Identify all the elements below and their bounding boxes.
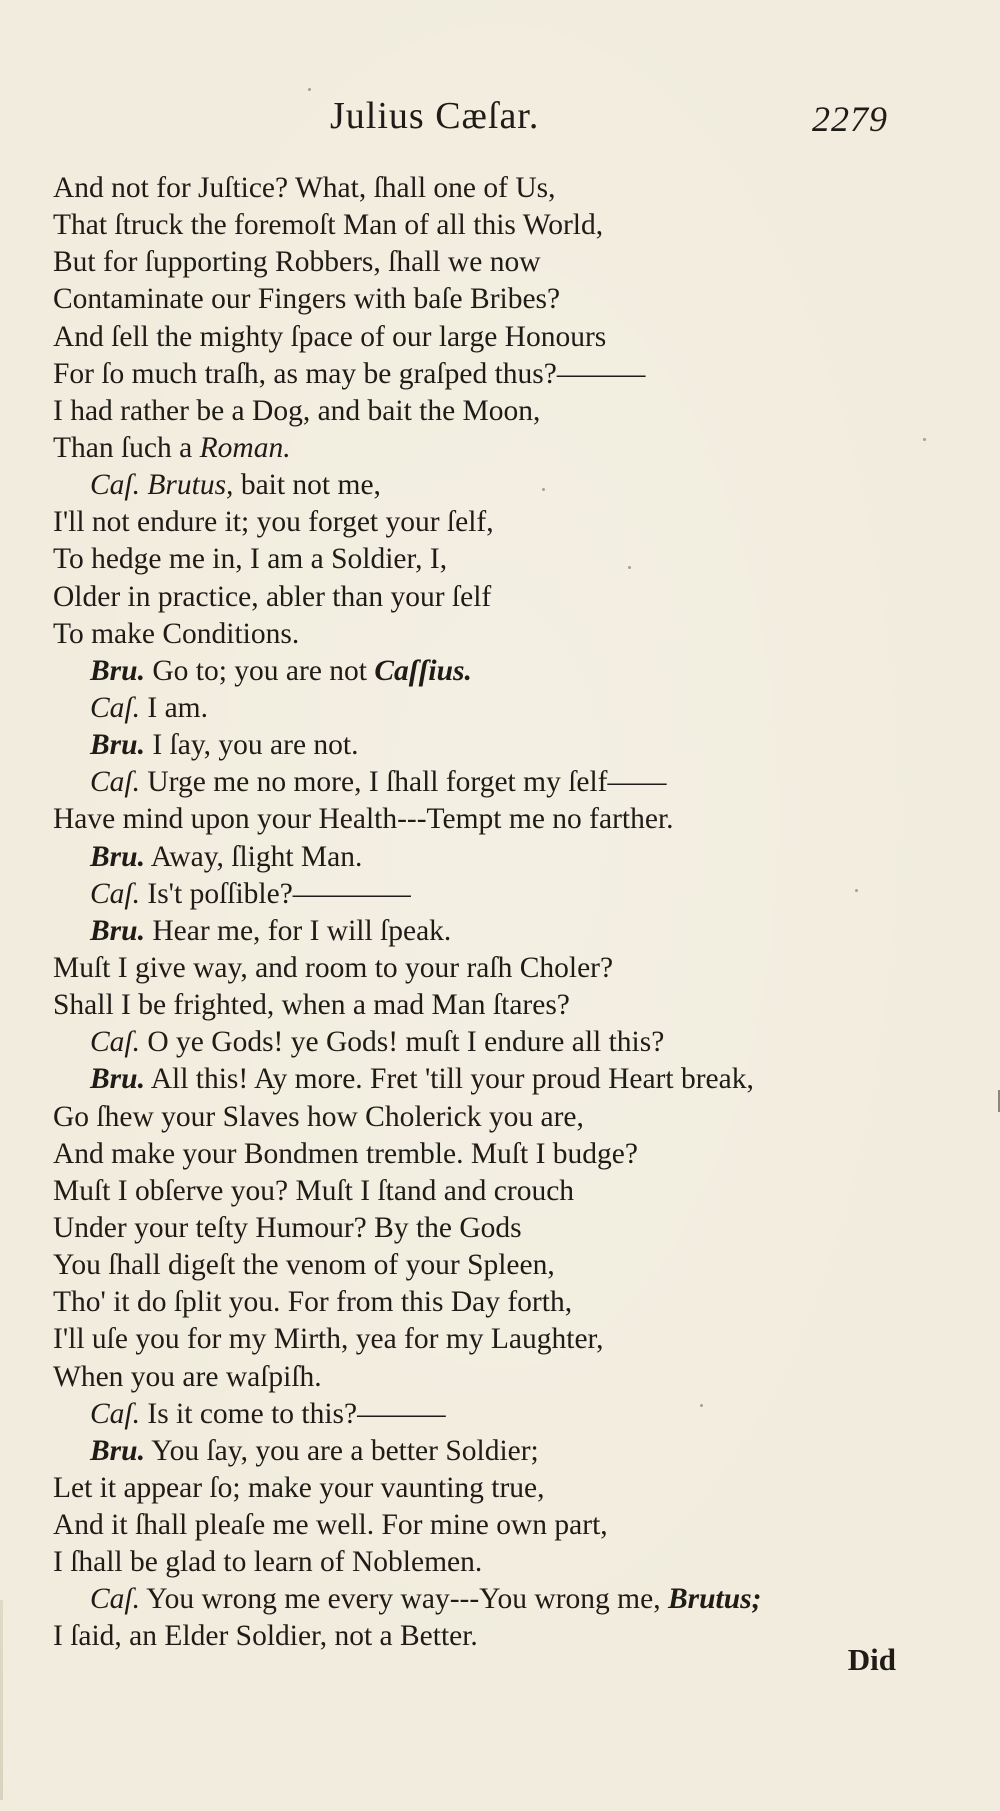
italic-name: Brutus, [147, 469, 234, 502]
verse-line [53, 616, 953, 653]
dialogue-line [53, 727, 953, 764]
line-text: Muſt I give way, and room to your raſh Choler? [53, 951, 614, 984]
dialogue-line [53, 876, 953, 913]
line-text: Away, ſlight Man. [144, 840, 363, 873]
line-text: Older in practice, abler than your ſelf [53, 580, 492, 613]
line-text: I ſhall be glad to learn of Noblemen. [53, 1546, 483, 1579]
verse-line [53, 541, 953, 578]
dialogue-line [53, 1396, 953, 1433]
verse-line [53, 950, 953, 987]
italic-name: Brutus; [667, 1583, 762, 1616]
line-text: That ſtruck the foremoſt Man of all this World, [53, 209, 604, 242]
speaker-name: Bru. [90, 1434, 145, 1467]
line-text: For ſo much traſh, as may be graſped thus?——— [53, 357, 646, 390]
line-text: Than ſuch a [53, 431, 200, 464]
line-text: Have mind upon your Health---Tempt me no farther. [53, 803, 674, 836]
line-text: I had rather be a Dog, and bait the Moon, [53, 394, 541, 427]
ink-speck [628, 566, 631, 569]
dialogue-line [53, 1433, 953, 1470]
speaker-name: Caſ. [90, 469, 140, 502]
ink-speck [855, 889, 858, 892]
speaker-name: Bru. [90, 729, 145, 762]
line-text: You ſay, you are a better Soldier; [144, 1434, 539, 1467]
verse-line [53, 1136, 953, 1173]
verse-line [53, 1173, 953, 1210]
line-text: Is it come to this?——— [140, 1397, 446, 1430]
verse-line [53, 1507, 953, 1544]
dialogue-line [53, 1061, 953, 1098]
line-text: You ſhall digeſt the venom of your Spleen, [53, 1249, 555, 1282]
line-text: Let it appear ſo; make your vaunting true, [53, 1471, 545, 1504]
dialogue-line [53, 690, 953, 727]
speaker-name: Caſ. [90, 766, 140, 799]
catchword: Did [847, 1642, 896, 1677]
dialogue-line [53, 1581, 953, 1618]
page-header [0, 94, 1000, 154]
italic-word: Roman. [199, 431, 291, 464]
verse-line [53, 207, 953, 244]
verse-line [53, 1359, 953, 1396]
verse-line [53, 579, 953, 616]
line-text: I'll not endure it; you forget your ſelf, [53, 506, 494, 539]
line-text: All this! Ay more. Fret 'till your proud Heart break, [144, 1063, 754, 1096]
speaker-name: Bru. [90, 1063, 145, 1096]
line-text: But for ſupporting Robbers, ſhall we now [53, 246, 541, 279]
speaker-name: Caſ. [90, 1583, 140, 1616]
line-text: Urge me no more, I ſhall forget my ſelf—— [140, 766, 667, 799]
line-text: Shall I be frighted, when a mad Man ſtares? [53, 989, 570, 1022]
line-text: Muſt I obſerve you? Muſt I ſtand and crouch [53, 1174, 575, 1207]
line-text: I am. [140, 691, 208, 724]
verse-line [53, 356, 953, 393]
line-text: And not for Juſtice? What, ſhall one of Us, [53, 172, 556, 204]
dialogue-line [53, 839, 953, 876]
play-text [53, 170, 953, 1656]
verse-line [53, 393, 953, 430]
line-text: And ſell the mighty ſpace of our large Honours [53, 320, 607, 353]
dialogue-line [53, 653, 953, 690]
speaker-name: Caſ. [90, 877, 140, 910]
line-text: Contaminate our Fingers with baſe Bribes? [53, 283, 561, 316]
page-number: 2279 [812, 99, 888, 139]
verse-line [53, 1544, 953, 1581]
italic-name: Caſſius. [374, 654, 472, 687]
ink-speck [542, 488, 545, 491]
verse-line [53, 801, 953, 838]
line-text: I ſay, you are not. [144, 729, 359, 762]
verse-line [53, 1321, 953, 1358]
line-text: I ſaid, an Elder Soldier, not a Better. [53, 1620, 478, 1653]
running-title: Julius Cæſar. [330, 95, 540, 137]
speaker-name: Bru. [90, 914, 145, 947]
verse-line [53, 319, 953, 356]
line-text: You wrong me every way---You wrong me, [140, 1583, 668, 1616]
verse-line [53, 1099, 953, 1136]
verse-line [53, 1210, 953, 1247]
line-text: I'll uſe you for my Mirth, yea for my Laughter, [53, 1323, 604, 1356]
line-text: Tho' it do ſplit you. For from this Day forth, [53, 1286, 573, 1319]
verse-line [53, 1470, 953, 1507]
line-text: Hear me, for I will ſpeak. [144, 914, 452, 947]
verse-line [53, 430, 953, 467]
speaker-name: Caſ. [90, 1397, 140, 1430]
line-text-continued: bait not me, [233, 469, 381, 502]
verse-line [53, 244, 953, 281]
ink-speck [308, 88, 311, 91]
page-edge-shadow [0, 1600, 3, 1800]
dialogue-line [53, 764, 953, 801]
verse-line [53, 1284, 953, 1321]
dialogue-line [53, 467, 953, 504]
verse-line [53, 170, 953, 207]
speaker-name: Bru. [90, 840, 145, 873]
line-text: Is't poſſible?———— [140, 877, 411, 910]
speaker-name: Caſ. [90, 1026, 140, 1059]
dialogue-line [53, 913, 953, 950]
line-text: Go ſhew your Slaves how Cholerick you are, [53, 1100, 584, 1133]
line-text: Go to; you are not [144, 654, 375, 687]
line-text: O ye Gods! ye Gods! muſt I endure all this? [140, 1026, 665, 1059]
line-text: To hedge me in, I am a Soldier, I, [53, 543, 448, 576]
speaker-name: Bru. [90, 654, 145, 687]
verse-line [53, 281, 953, 318]
line-text: And make your Bondmen tremble. Muſt I budge? [53, 1137, 638, 1170]
ink-speck [923, 438, 926, 441]
speaker-name: Caſ. [90, 691, 140, 724]
verse-line [53, 987, 953, 1024]
verse-line [53, 1247, 953, 1284]
line-text: Under your teſty Humour? By the Gods [53, 1211, 522, 1244]
line-text: When you are waſpiſh. [53, 1360, 322, 1393]
verse-line [53, 1618, 953, 1655]
line-text: To make Conditions. [53, 617, 300, 650]
verse-line [53, 504, 953, 541]
line-text: And it ſhall pleaſe me well. For mine own part, [53, 1509, 608, 1542]
ink-speck [700, 1404, 703, 1407]
dialogue-line [53, 1024, 953, 1061]
